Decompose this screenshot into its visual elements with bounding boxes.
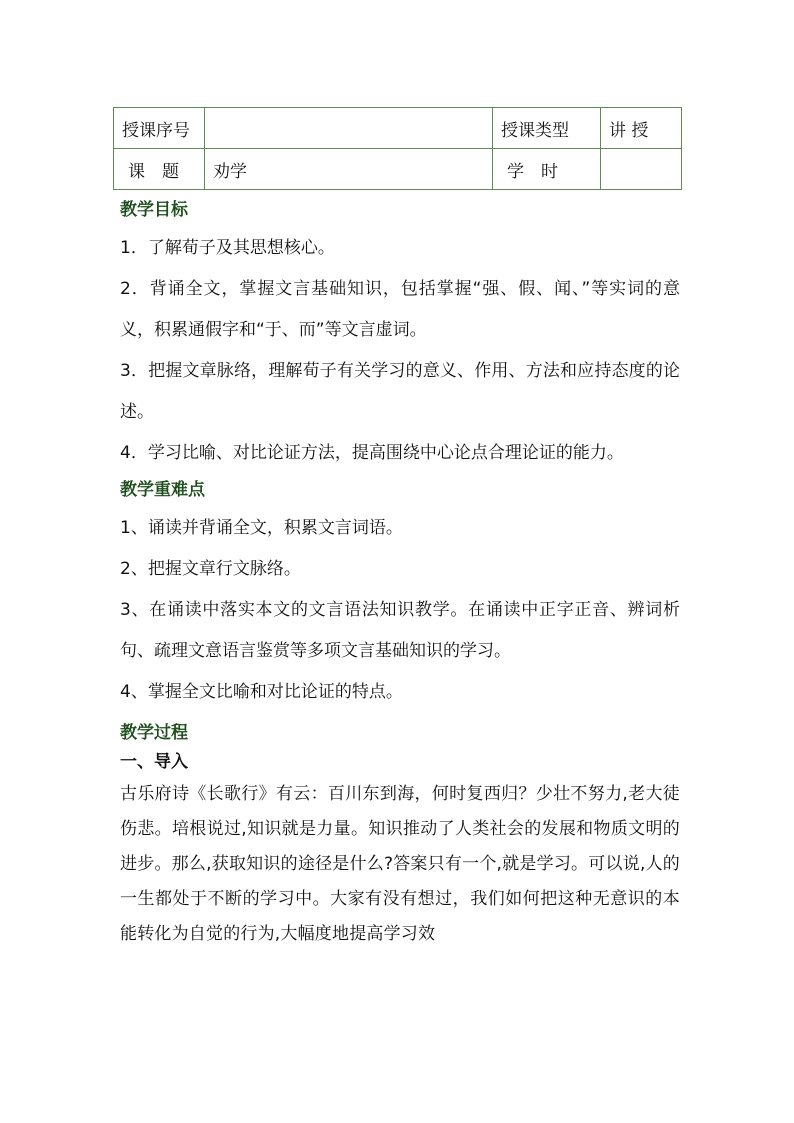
keypoint-item: 3、在诵读中落实本文的文言语法知识教学。在诵读中正字正音、辨词析句、疏理文意语言鉴赏等多项文言基础知识的学习。 xyxy=(120,600,680,661)
keypoints-heading: 教学重难点 xyxy=(120,480,205,500)
topic-value: 劝学 xyxy=(205,149,493,190)
hours-label: 学 时 xyxy=(493,149,601,190)
lesson-info-table xyxy=(113,107,682,190)
lesson-type-label: 授课类型 xyxy=(493,108,601,149)
intro-paragraph: 古乐府诗《长歌行》有云：百川东到海，何时复西归？少壮不努力,老大徒伤悲。培根说过,知识就是力量。知识推动了人类社会的发展和物质文明的进步。那么,获取知识的途径是什么?答案只有一个,就是学习。可以说,人的一生都处于不断的学习中。大家有没有想过，我们如何把这种无意识的本能转化为自觉的行为,大幅度地提高学习效 xyxy=(120,784,680,944)
keypoint-item: 4、掌握全文比喻和对比论证的特点。 xyxy=(120,682,403,702)
intro-subheading: 一、导入 xyxy=(120,752,188,772)
objective-item: 2．背诵全文，掌握文言基础知识，包括掌握“强、假、闻、”等实词的意义，积累通假字和“于、而”等文言虚词。 xyxy=(120,279,680,340)
hours-value xyxy=(601,149,682,190)
objective-item: 1．了解荀子及其思想核心。 xyxy=(120,238,335,258)
keypoint-item: 1、诵读并背诵全文，积累文言词语。 xyxy=(120,518,403,538)
table-row xyxy=(114,149,682,190)
lesson-number-value xyxy=(205,108,493,149)
objective-item: 4．学习比喻、对比论证方法，提高围绕中心论点合理论证的能力。 xyxy=(120,443,624,463)
lesson-number-label: 授课序号 xyxy=(114,108,205,149)
keypoint-item: 2、把握文章行文脉络。 xyxy=(120,559,301,579)
process-heading: 教学过程 xyxy=(120,723,188,743)
objectives-heading: 教学目标 xyxy=(120,200,188,220)
document-body xyxy=(120,196,680,952)
objective-item: 3．把握文章脉络，理解荀子有关学习的意义、作用、方法和应持态度的论述。 xyxy=(120,361,680,422)
topic-label: 课 题 xyxy=(114,149,205,190)
lesson-type-value: 讲 授 xyxy=(601,108,682,149)
table-row xyxy=(114,108,682,149)
